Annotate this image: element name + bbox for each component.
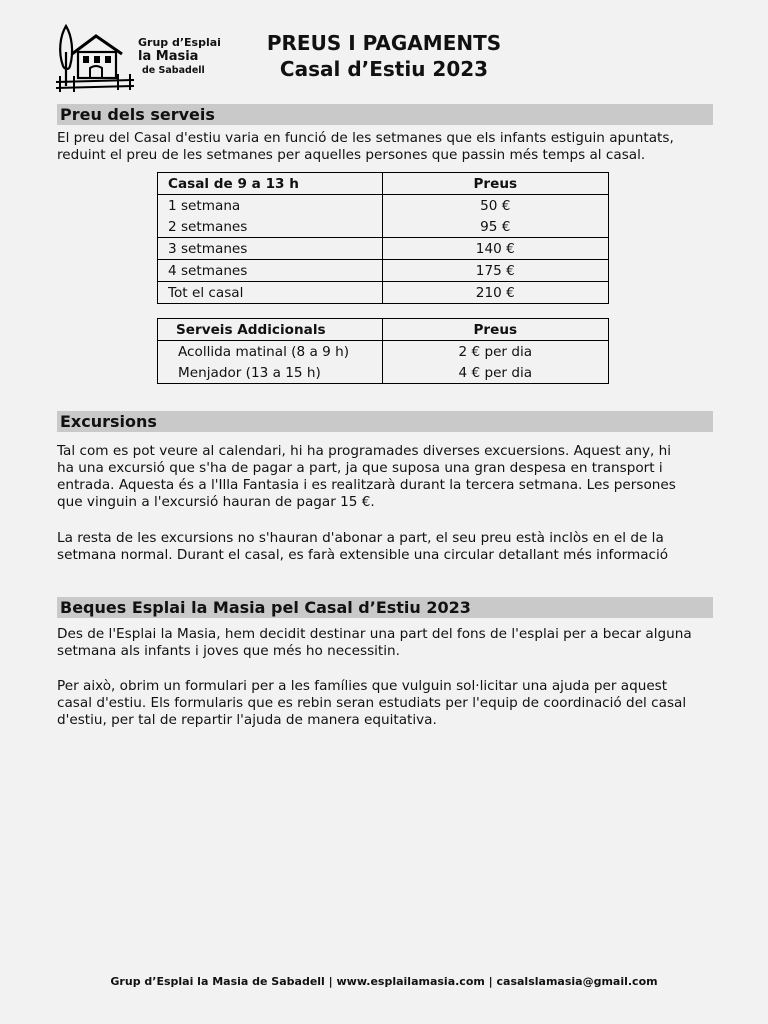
title-line1: PREUS I PAGAMENTS [266,31,502,55]
table-cell: 2 setmanes [158,216,383,238]
logo-text-line2: la Masia [138,49,199,64]
title-line2: Casal d’Estiu 2023 [279,57,489,81]
table-cell: Menjador (13 a 15 h) [158,362,383,384]
table-row [158,238,609,260]
services-intro [57,130,711,164]
text-line: que vinguin a l'excursió hauran de pagar 15 €. [57,494,375,510]
section-heading-services: Preu dels serveis [57,104,713,125]
excursions-paragraph-2 [57,530,711,564]
section-heading-excursions: Excursions [57,411,713,432]
table-cell: Tot el casal [158,282,383,304]
section-heading-beques: Beques Esplai la Masia pel Casal d’Estiu 2023 [57,597,713,618]
text-line: ha una excursió que s'ha de pagar a part, ja que suposa una gran despesa en transport i [57,460,663,476]
esplai-logo [52,22,224,94]
text-line: Tal com es pot veure al calendari, hi ha programades diverses excuersions. Aquest any, hi [57,443,672,459]
additional-services-table [157,318,609,384]
text-line: La resta de les excursions no s'hauran d'abonar a part, el seu preu està inclòs en el de la [57,530,664,546]
table-header: Preus [382,173,608,195]
beques-paragraph-1 [57,626,711,660]
text-line: entrada. Aquesta és a l'Illa Fantasia i es realitzarà durant la tercera setmana. Les persones [57,477,676,493]
table-cell: 2 € per dia [382,341,608,363]
excursions-paragraph-1 [57,443,711,511]
table-cell: Acollida matinal (8 a 9 h) [158,341,383,363]
table-header-row [158,173,609,195]
table-cell: 95 € [382,216,608,238]
text-line: setmana normal. Durant el casal, es farà extensible una circular detallant més informació [57,547,669,563]
table-row [158,341,609,363]
text-line: d'estiu, per tal de repartir l'ajuda de manera equitativa. [57,712,437,728]
table-cell: 4 € per dia [382,362,608,384]
table-cell: 140 € [382,238,608,260]
services-intro-line1: El preu del Casal d'estiu varia en funció de les setmanes que els infants estiguin apuntats, [57,130,674,146]
table-header-row [158,319,609,341]
table-cell: 4 setmanes [158,260,383,282]
table-row [158,282,609,304]
beques-paragraph-2 [57,678,711,729]
logo-text-line3: de Sabadell [142,65,205,76]
text-line: Des de l'Esplai la Masia, hem decidit destinar una part del fons de l'esplai per a becar alguna [57,626,692,642]
table-cell: 50 € [382,195,608,217]
casal-prices-table [157,172,609,304]
house-tree-logo-icon [52,22,136,92]
text-line: casal d'estiu. Els formularis que es rebin seran estudiats per l'equip de coordinació del casal [57,695,687,711]
table-cell: 1 setmana [158,195,383,217]
table-header: Preus [382,319,608,341]
table-row [158,260,609,282]
table-header: Casal de 9 a 13 h [158,173,383,195]
table-header: Serveis Addicionals [158,319,383,341]
services-intro-line2: reduint el preu de les setmanes per aquelles persones que passin més temps al casal. [57,147,646,163]
text-line: setmana als infants i joves que més ho necessitin. [57,643,400,659]
logo-text-line1: Grup d’Esplai [138,36,221,49]
table-row [158,362,609,384]
table-row [158,195,609,217]
text-line: Per això, obrim un formulari per a les famílies que vulguin sol·licitar una ajuda per aquest [57,678,668,694]
document-title [234,30,534,82]
table-cell: 175 € [382,260,608,282]
table-row [158,216,609,238]
table-cell: 3 setmanes [158,238,383,260]
page-footer: Grup d’Esplai la Masia de Sabadell | www.esplailamasia.com | casalslamasia@gmail.com [110,975,658,988]
table-cell: 210 € [382,282,608,304]
